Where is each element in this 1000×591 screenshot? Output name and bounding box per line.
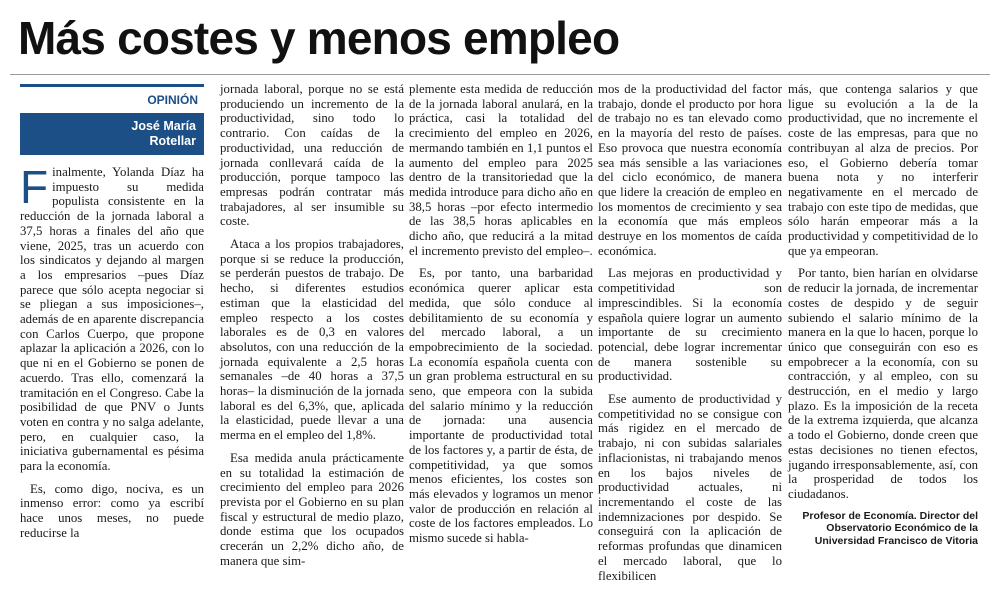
signature-line-2: Observatorio Económico de la (826, 522, 978, 535)
headline: Más costes y menos empleo (18, 12, 620, 64)
author-last-name: Rotellar (149, 134, 196, 148)
author-signature (788, 510, 978, 548)
signature-line-1: Profesor de Economía. Director del (802, 509, 978, 522)
paragraph-2: Es, como digo, nociva, es un inmenso error: como ya escribí hace unos meses, no puede reducirse la (20, 481, 204, 540)
column-4 (598, 82, 782, 591)
paragraph-5: Es, por tanto, una barbaridad económica querer aplicar esta medida, que sólo conduce al debilitamiento de su economía y del mercado laboral, a un empobrecimiento de la sociedad. La economía española cuenta con un gran problema estructural en su seno, que empeora con la subida del salario mínimo y la reducción de jornada: una ausencia importante de productividad total de los factores y, a partir de ésta, de competitividad, ya que somos menos eficientes, los costes son más elevados y logramos un menor valor de producción en relación al coste de los factores empleados. Lo mismo sucede si habla- (409, 266, 593, 546)
paragraph-1 (20, 161, 204, 474)
section-label: OPINIÓN (20, 84, 204, 111)
paragraph-2-continued: jornada laboral, porque no se está produciendo un incremento de la productividad, sino todo lo contrario. Con caídas de la productividad, una reducción de jornada conllevará caída de la producción, porque tampoco las empresas podrán contratar más trabajadores, al ser insumible su coste. (220, 82, 404, 229)
author-name (20, 113, 204, 155)
paragraph-4: Esa medida anula prácticamente en su totalidad la estimación de crecimiento del empleo para 2026 prevista por el Gobierno en su plan fiscal y estructural de medio plazo, donde estima que los ocupados crecerán un 2,2% dicho año, de manera que sim- (220, 450, 404, 568)
paragraph-1-text: inalmente, Yolanda Díaz ha impuesto su medida populista consistente en la reducción de la jornada laboral a 37,5 horas a finales del año que viene, 2025, tras un acuerdo con los sindicatos y dejando al margen a los empresarios –pues Díaz parece que sólo acepta negociar si se pliegan a sus imposiciones–, además de en aparente discrepancia con Carlos Cuerpo, que propone aplazar la aplicación a 2026, con lo que ni en el Gobierno se ponen de acuerdo. Tras ello, comenzará la tramitación en el Congreso. Cabe la posibilidad de que PNV o Junts voten en contra y no salga adelante, pero, en cualquier caso, la iniciativa gubernamental es pésima para la economía. (20, 165, 204, 474)
byline-box (20, 84, 204, 155)
column-3 (409, 82, 593, 554)
signature-line-3: Universidad Francisco de Vitoria (814, 534, 978, 547)
headline-rule (10, 74, 990, 75)
paragraph-7: Ese aumento de productividad y competitividad no se consigue con más rigidez en el mercado de trabajo, ni con subidas salariales inflacionistas, ni trabajando menos en los bajos niveles de productividad actuales, ni incrementando el coste de las indemnizaciones por despido. Se conseguirá con la aplicación de reformas profundas que dinamicen el mercado laboral, que lo flexibilicen (598, 392, 782, 583)
paragraph-8: Por tanto, bien harían en olvidarse de reducir la jornada, de incrementar costes de despido y de seguir subiendo el salario mínimo de la manera en la que lo hacen, porque lo único que conseguirán con eso es empobrecer a la economía, con su contracción, y al empleo, con su destrucción, en el medio y largo plazo. Es la imposición de la receta de la extrema izquierda, que alcanza a todo el Gobierno, donde creen que estas decisiones no tienen efectos, jugando irresponsablemente, así, con la prosperidad de todos los ciudadanos. (788, 266, 978, 501)
author-first-name: José María (131, 119, 196, 133)
paragraph-7-continued: más, que contenga salarios y que ligue su evolución a la de la productividad, que no incremente el coste de las empresas, para que no contribuyan al alza de precios. Por eso, el Gobierno debería tomar buena nota y no interferir negativamente en el mercado de trabajo con este tipo de medidas, que sólo harán empeorar más a la productividad y competitividad de lo que ya empeoran. (788, 82, 978, 258)
paragraph-3: Ataca a los propios trabajadores, porque si se reduce la producción, se perderán puestos de trabajo. De hecho, si diferentes estudios estiman que la elasticidad del empleo respecto a los costes laborales es de 0,3 en valores absolutos, con una reducción de la jornada equivalente a 2,5 horas semanales –de 40 horas a 37,5 horas– la disminución de la jornada laboral es del 6,3%, que, aplicada la elasticidad, puede llevar a una merma en el empleo del 1,8%. (220, 237, 404, 443)
column-1 (20, 161, 204, 549)
paragraph-6: Las mejoras en productividad y competitividad son imprescindibles. Si la economía española quiere lograr un aumento importante de su crecimiento potencial, debe lograr incrementar de manera sostenible su productividad. (598, 266, 782, 384)
column-2 (220, 82, 404, 577)
column-5 (788, 82, 978, 547)
drop-cap: F (20, 161, 49, 213)
paragraph-5-continued: mos de la productividad del factor trabajo, donde el producto por hora de trabajo no es tan elevado como en la mayoría del resto de países. Eso provoca que nuestra economía sea más sensible a las variaciones del ciclo económico, de manera que lidere la creación de empleo en los momentos de crecimiento y sea la economía que más empleos destruye en los momentos de caída económica. (598, 82, 782, 258)
paragraph-4-continued: plemente esta medida de reducción de la jornada laboral anulará, en la práctica, casi la totalidad del crecimiento del empleo en 2026, mermando también en 1,1 puntos el aumento del empleo para 2025 dentro de la transitoriedad que la medida introduce para dicho año en 38,5 horas –por efecto intermedio de las 38,5 horas aplicables en dicho año, que reducirá a la mitad el incremento previsto del empleo–. (409, 82, 593, 258)
